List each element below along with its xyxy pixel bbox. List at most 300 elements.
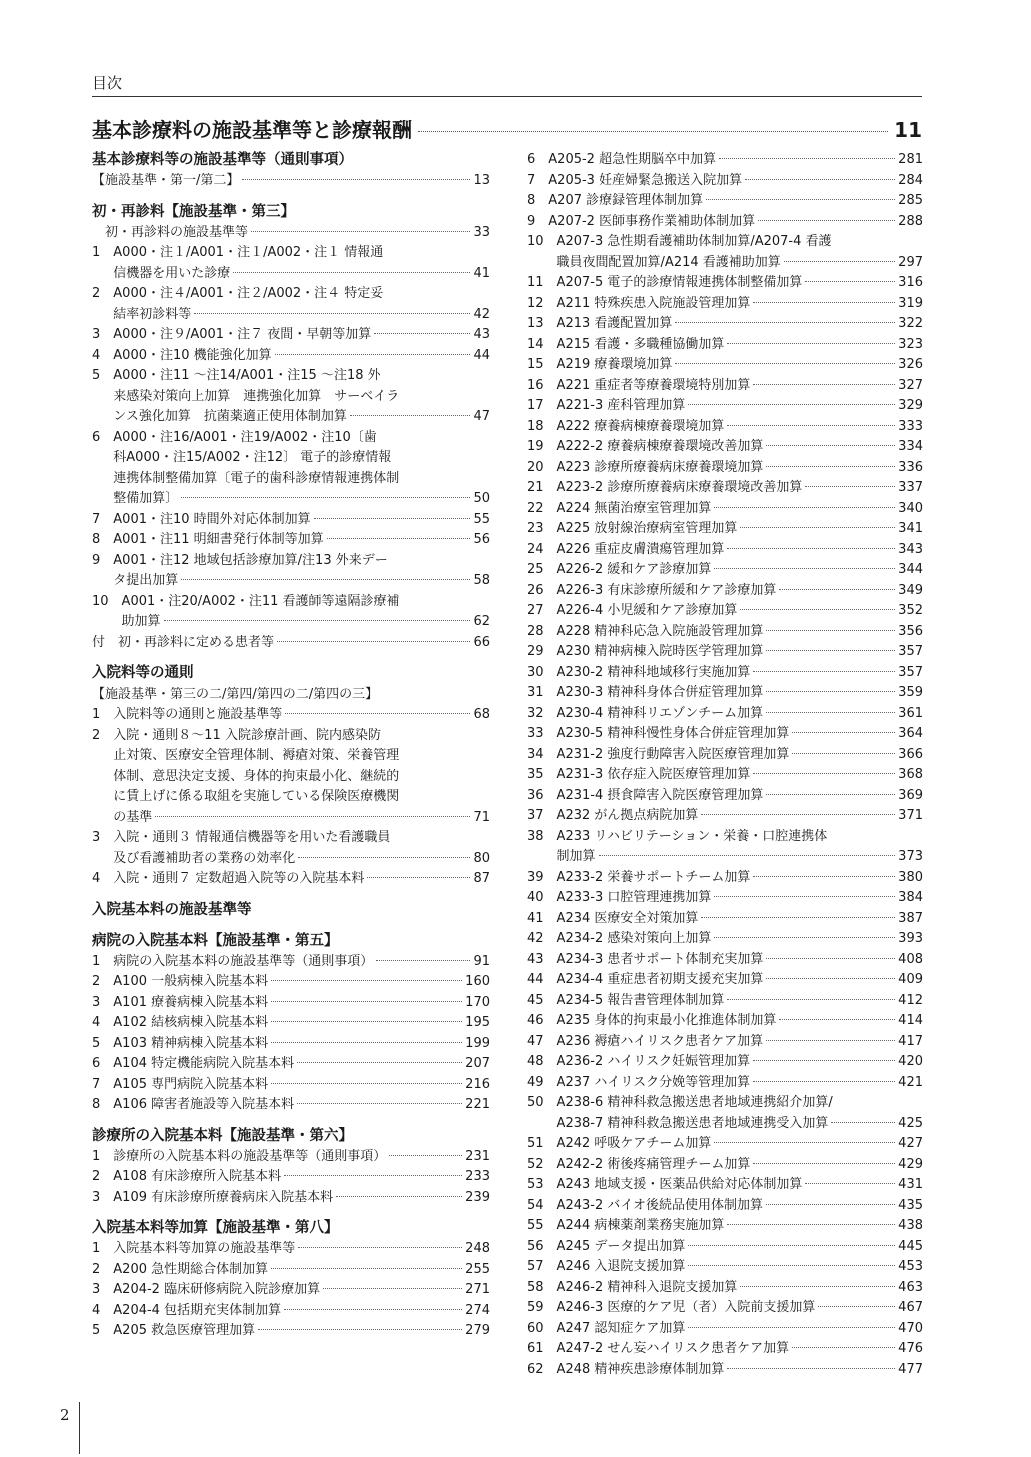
entry-title-line: A246 入退院支援加算 <box>556 1259 686 1274</box>
toc-entry[interactable] <box>527 1298 923 1319</box>
toc-entry[interactable] <box>527 1319 923 1340</box>
leader-dots <box>766 445 895 446</box>
toc-entry[interactable] <box>527 601 923 622</box>
leader-dots <box>792 753 895 754</box>
entry-title-line: A246-2 精神科入退院支援加算 <box>556 1279 738 1295</box>
entry-last-line <box>557 868 923 889</box>
entry-last-line <box>557 581 923 602</box>
entry-number: 5 <box>92 1035 114 1051</box>
entry-last-line <box>557 519 923 540</box>
toc-entry[interactable] <box>92 428 490 510</box>
entry-page-number: 336 <box>898 459 923 475</box>
leader-dots <box>727 999 895 1000</box>
entry-title-line: 入院・通則７ 定数超過入院等の入院基本料 <box>113 871 365 886</box>
toc-entry[interactable] <box>92 243 490 284</box>
entry-last-line <box>557 478 923 499</box>
entry-last-line <box>118 633 490 654</box>
entry-number: 48 <box>527 1054 557 1069</box>
entry-title-line: 助加算 <box>121 614 161 629</box>
entry-title-line: に賃上げに係る取組を実施している保険医療機関 <box>113 789 400 804</box>
toc-entry[interactable] <box>527 314 923 335</box>
entry-body <box>113 952 490 973</box>
entry-number: 8 <box>92 1097 114 1112</box>
entry-title-line: A000・注10 機能強化加算 <box>113 347 272 363</box>
entry-page-number: 44 <box>473 347 490 363</box>
entry-title-line: A106 障害者施設等入院基本料 <box>113 1097 295 1112</box>
entry-number: 57 <box>527 1259 557 1274</box>
entry-title-line: A233 リハビリテーション・栄養・口腔連携体 <box>556 828 828 844</box>
entry-number: 4 <box>92 347 114 363</box>
entry-page-number: 80 <box>473 850 490 866</box>
entry-last-line <box>557 1175 923 1196</box>
leader-dots <box>753 1060 895 1061</box>
entry-body <box>113 869 490 890</box>
entry-last-line <box>557 970 923 991</box>
entry-body <box>113 1239 490 1260</box>
entry-page-number: 340 <box>898 500 923 516</box>
entry-last-line <box>557 991 923 1012</box>
toc-entry[interactable] <box>527 909 923 930</box>
entry-page-number: 199 <box>465 1035 490 1051</box>
entry-page-number: 91 <box>473 953 490 969</box>
toc-entry[interactable] <box>92 510 490 531</box>
entry-body <box>557 1257 923 1278</box>
entry-last-line <box>557 683 923 704</box>
toc-entry[interactable] <box>527 437 923 458</box>
entry-title-line: 【施設基準・第一/第二】 <box>92 173 240 188</box>
entry-last-line <box>113 1188 490 1209</box>
entry-title-line: A230-2 精神科地域移行実施加算 <box>556 664 751 680</box>
entry-number: 6 <box>527 152 549 167</box>
entry-page-number: 425 <box>898 1115 923 1131</box>
header-label: 目次 <box>92 74 123 92</box>
leader-dots <box>164 620 471 621</box>
entry-last-line <box>557 1257 923 1278</box>
entry-title-line: A228 精神科応急入院施設管理加算 <box>556 623 764 639</box>
toc-entry[interactable] <box>92 1054 490 1075</box>
entry-last-line <box>557 376 923 397</box>
entry-title-line: A211 特殊疾患入院施設管理加算 <box>556 295 751 311</box>
entry-number: 27 <box>527 603 557 618</box>
leader-dots <box>766 794 895 795</box>
entry-body <box>557 1196 923 1217</box>
toc-entry[interactable] <box>92 1301 490 1322</box>
toc-entry[interactable] <box>527 622 923 643</box>
entry-page-number: 47 <box>473 409 490 424</box>
entry-last-line <box>557 1011 923 1032</box>
entry-title-line: A223 診療所療養病床療養環境加算 <box>556 459 764 475</box>
toc-entry[interactable] <box>92 952 490 973</box>
entry-number: 47 <box>527 1033 557 1049</box>
entry-body <box>548 212 923 233</box>
toc-entry[interactable] <box>527 888 923 909</box>
entry-page-number: 207 <box>465 1056 490 1071</box>
entry-body <box>557 601 923 622</box>
section-heading: 入院基本料等加算【施設基準・第八】 <box>92 1220 339 1236</box>
entry-number: 3 <box>92 1282 114 1297</box>
entry-last-line <box>557 1339 923 1360</box>
entry-last-line <box>105 223 490 244</box>
toc-entry[interactable] <box>92 551 490 592</box>
entry-last-line <box>557 663 923 684</box>
entry-title-line: A207-2 医師事務作業補助体制加算 <box>548 213 756 229</box>
entry-title-line: 科A000・注15/A002・注12〕 電子的診療情報 <box>113 450 392 465</box>
toc-entry[interactable] <box>92 1321 490 1342</box>
toc-entry[interactable] <box>92 705 490 726</box>
entry-number: 1 <box>92 953 114 969</box>
entry-body <box>557 806 923 827</box>
toc-entry[interactable] <box>527 806 923 827</box>
leader-dots <box>271 1021 462 1022</box>
entry-number: 43 <box>527 951 557 967</box>
entry-body <box>557 970 923 991</box>
entry-page-number: 43 <box>473 327 490 342</box>
toc-entry[interactable] <box>527 1073 923 1094</box>
entry-number: 4 <box>92 1302 114 1318</box>
leader-dots <box>714 937 895 938</box>
toc-entry[interactable] <box>92 1013 490 1034</box>
entry-body <box>113 1075 490 1096</box>
toc-entry[interactable] <box>527 827 923 868</box>
entry-number: 5 <box>92 1323 114 1338</box>
toc-entry[interactable] <box>527 1134 923 1155</box>
entry-last-line <box>557 314 923 335</box>
entry-body <box>113 366 490 428</box>
toc-entry[interactable] <box>92 1260 490 1281</box>
entry-number: 53 <box>527 1177 557 1192</box>
toc-entry[interactable] <box>92 1095 490 1116</box>
entry-body <box>557 909 923 930</box>
toc-entry[interactable] <box>527 273 923 294</box>
toc-entry[interactable] <box>527 1196 923 1217</box>
entry-number: 45 <box>527 992 557 1008</box>
entry-title-line: A235 身体的拘束最小化推進体制加算 <box>556 1013 777 1028</box>
section-heading: 初・再診料【施設基準・第三】 <box>92 203 295 220</box>
toc-entry[interactable] <box>92 828 490 869</box>
toc-entry[interactable] <box>527 1237 923 1258</box>
toc-entry[interactable] <box>527 786 923 807</box>
entry-page-number: 316 <box>898 275 923 290</box>
entry-page-number: 343 <box>898 541 923 557</box>
entry-page-number: 271 <box>465 1282 490 1297</box>
toc-entry[interactable] <box>527 581 923 602</box>
toc-entry[interactable] <box>527 335 923 356</box>
entry-body <box>557 683 923 704</box>
entry-title-line: A200 急性期総合体制加算 <box>113 1261 269 1277</box>
entry-page-number: 421 <box>898 1074 923 1090</box>
toc-entry[interactable] <box>527 1175 923 1196</box>
entry-title-line: A234-3 患者サポート体制充実加算 <box>556 951 764 967</box>
toc-entry[interactable] <box>527 724 923 745</box>
leader-dots <box>766 630 895 631</box>
leader-dots <box>831 1122 895 1123</box>
leader-dots <box>275 354 471 355</box>
entry-page-number: 344 <box>898 562 923 577</box>
toc-entry[interactable] <box>527 970 923 991</box>
entry-number: 11 <box>527 275 557 290</box>
leader-dots <box>688 404 895 405</box>
entry-title-line: A101 療養病棟入院基本料 <box>113 994 269 1010</box>
main-title[interactable] <box>92 114 922 143</box>
toc-entry[interactable] <box>527 478 923 499</box>
entry-body <box>113 1321 490 1342</box>
leader-dots <box>258 1329 462 1330</box>
toc-entry[interactable] <box>92 993 490 1014</box>
section-heading: 基本診療料等の施設基準等（通則事項） <box>92 152 353 168</box>
entry-title-line: A000・注16/A001・注19/A002・注10〔歯 <box>113 429 377 445</box>
entry-number: 10 <box>527 234 557 249</box>
toc-entry[interactable] <box>527 458 923 479</box>
entry-number: 37 <box>527 808 557 823</box>
toc-entry[interactable] <box>92 366 490 428</box>
toc-entry[interactable] <box>92 633 490 654</box>
entry-last-line <box>113 1280 490 1301</box>
entry-body <box>113 972 490 993</box>
toc-entry[interactable] <box>92 1280 490 1301</box>
entry-last-line <box>557 1360 923 1381</box>
entry-page-number: 357 <box>898 644 923 659</box>
leader-dots <box>766 712 895 713</box>
entry-body <box>122 592 490 633</box>
entry-number: 3 <box>92 994 114 1010</box>
entry-number: 61 <box>527 1341 557 1356</box>
entry-page-number: 435 <box>898 1197 923 1213</box>
entry-number: 59 <box>527 1300 557 1315</box>
entry-title-line: A234-5 報告書管理体制加算 <box>556 992 725 1008</box>
toc-entry[interactable] <box>92 1147 490 1168</box>
toc-entry[interactable] <box>92 223 490 244</box>
entry-last-line <box>548 191 923 212</box>
entry-title-line: 病院の入院基本料の施設基準等（通則事項） <box>113 953 374 969</box>
toc-entry[interactable] <box>92 325 490 346</box>
leader-dots <box>181 579 470 580</box>
entry-last-line <box>557 396 923 417</box>
entry-title-line: A001・注12 地域包括診療加算/注13 外来デー <box>113 552 388 568</box>
entry-body <box>557 663 923 684</box>
toc-entry[interactable] <box>527 1278 923 1299</box>
entry-page-number: 412 <box>898 992 923 1008</box>
entry-title-line: 入院料等の通則と施設基準等 <box>113 707 283 722</box>
entry-last-line <box>557 1319 923 1340</box>
toc-entry[interactable] <box>92 1075 490 1096</box>
entry-last-line <box>113 972 490 993</box>
entry-last-line <box>113 808 490 829</box>
entry-title-line: A224 無菌治療室管理加算 <box>556 500 712 516</box>
entry-title-line: A205-3 妊産婦緊急搬送入院加算 <box>548 172 743 188</box>
leader-dots <box>251 231 470 232</box>
entry-last-line <box>113 1321 490 1342</box>
toc-entry[interactable] <box>527 540 923 561</box>
entry-last-line <box>557 499 923 520</box>
entry-number: 9 <box>92 552 114 568</box>
entry-last-line <box>548 212 923 233</box>
leader-dots <box>766 691 895 692</box>
leader-dots <box>779 1019 895 1020</box>
toc-entry[interactable] <box>527 191 923 212</box>
toc-entry[interactable] <box>92 1034 490 1055</box>
entry-body <box>113 428 490 510</box>
entry-body <box>113 1280 490 1301</box>
entry-number: 62 <box>527 1361 557 1377</box>
entry-number: 23 <box>527 521 557 536</box>
toc-entry[interactable] <box>527 1257 923 1278</box>
entry-last-line <box>557 622 923 643</box>
leader-dots <box>285 713 470 714</box>
entry-page-number: 337 <box>898 480 923 495</box>
entry-page-number: 42 <box>473 306 490 322</box>
entry-last-line <box>557 909 923 930</box>
entry-title-line: A001・注20/A002・注11 看護師等遠隔診療補 <box>121 593 400 609</box>
entry-body <box>113 1034 490 1055</box>
entry-title-line: A231-4 摂食障害入院医療管理加算 <box>556 787 764 803</box>
toc-entry[interactable] <box>527 868 923 889</box>
entry-page-number: 255 <box>465 1261 490 1277</box>
entry-body <box>557 704 923 725</box>
entry-page-number: 41 <box>473 265 490 281</box>
toc-entry[interactable] <box>527 1032 923 1053</box>
entry-last-line <box>557 950 923 971</box>
toc-entry[interactable] <box>527 355 923 376</box>
entry-body <box>557 1011 923 1032</box>
toc-entry[interactable] <box>92 1188 490 1209</box>
toc-entry[interactable] <box>527 1052 923 1073</box>
toc-entry[interactable] <box>92 171 490 192</box>
entry-number: 6 <box>92 429 114 445</box>
entry-number: 3 <box>92 327 114 342</box>
leader-dots <box>766 958 895 959</box>
entry-page-number: 467 <box>898 1300 923 1315</box>
entry-title-line: A105 専門病院入院基本料 <box>113 1076 269 1092</box>
toc-entry[interactable] <box>527 212 923 233</box>
toc-entry[interactable] <box>527 150 923 171</box>
toc-entry[interactable] <box>527 232 923 273</box>
entry-page-number: 284 <box>898 172 923 188</box>
entry-last-line <box>548 171 923 192</box>
toc-entry[interactable] <box>92 869 490 890</box>
entry-page-number: 323 <box>898 336 923 352</box>
entry-body <box>557 1360 923 1381</box>
entry-body <box>113 284 490 325</box>
toc-entry[interactable] <box>527 929 923 950</box>
toc-entry[interactable] <box>527 171 923 192</box>
toc-entry[interactable] <box>527 1339 923 1360</box>
entry-last-line <box>113 407 490 428</box>
entry-page-number: 470 <box>898 1320 923 1336</box>
entry-title-line: A204-2 臨床研修病院入院診療加算 <box>113 1282 321 1297</box>
entry-number: 13 <box>527 316 557 331</box>
entry-number: 21 <box>527 480 557 495</box>
toc-entry[interactable] <box>527 642 923 663</box>
toc-entry[interactable] <box>527 1155 923 1176</box>
toc-entry[interactable] <box>92 1167 490 1188</box>
toc-entry[interactable] <box>527 1360 923 1381</box>
leader-dots <box>740 527 895 528</box>
leader-dots <box>688 1245 895 1246</box>
entry-title-line: A234-2 感染対策向上加算 <box>556 931 712 946</box>
entry-page-number: 438 <box>898 1218 923 1233</box>
entry-last-line <box>557 294 923 315</box>
leader-dots <box>818 1306 895 1307</box>
toc-entry[interactable] <box>527 663 923 684</box>
toc-entry[interactable] <box>527 560 923 581</box>
toc-entry[interactable] <box>527 745 923 766</box>
toc-entry[interactable] <box>92 972 490 993</box>
toc-entry[interactable] <box>92 726 490 829</box>
toc-column-left <box>92 150 490 1342</box>
entry-title-line: 制加算 <box>556 849 596 864</box>
entry-page-number: 352 <box>898 603 923 618</box>
entry-page-number: 170 <box>465 994 490 1010</box>
toc-column-right <box>527 150 923 1380</box>
entry-page-number: 366 <box>898 746 923 762</box>
entry-title-line: 止対策、医療安全管理体制、褥瘡対策、栄養管理 <box>113 748 400 763</box>
entry-page-number: 334 <box>898 439 923 454</box>
toc-entry[interactable] <box>527 991 923 1012</box>
entry-body <box>557 417 923 438</box>
toc-entry[interactable] <box>527 294 923 315</box>
entry-number: 2 <box>92 286 114 301</box>
toc-entry[interactable] <box>527 704 923 725</box>
toc-entry[interactable] <box>527 1011 923 1032</box>
entry-title-line: A226 重症皮膚潰瘍管理加算 <box>556 541 725 557</box>
toc-entry[interactable] <box>527 396 923 417</box>
entry-title-line: A233-3 口腔管理連携加算 <box>556 890 712 905</box>
entry-body <box>113 1188 490 1209</box>
entry-last-line <box>557 437 923 458</box>
entry-number: 8 <box>527 193 549 208</box>
entry-body <box>557 622 923 643</box>
entry-page-number: 380 <box>898 869 923 885</box>
entry-title-line: A238-7 精神科救急搬送患者地域連携受入加算 <box>556 1115 829 1131</box>
toc-entry[interactable] <box>527 683 923 704</box>
entry-body <box>557 232 923 273</box>
toc-entry[interactable] <box>527 499 923 520</box>
entry-title-line: A247 認知症ケア加算 <box>556 1320 686 1336</box>
leader-dots <box>675 363 895 364</box>
toc-entry[interactable] <box>92 530 490 551</box>
entry-number: 51 <box>527 1136 557 1151</box>
toc-entry[interactable] <box>92 592 490 633</box>
toc-entry[interactable] <box>527 519 923 540</box>
entry-body <box>557 1278 923 1299</box>
toc-entry[interactable] <box>527 376 923 397</box>
toc-entry[interactable] <box>92 1239 490 1260</box>
toc-entry[interactable] <box>527 765 923 786</box>
toc-entry[interactable] <box>527 950 923 971</box>
entry-last-line <box>113 510 490 531</box>
entry-body <box>557 765 923 786</box>
toc-entry[interactable] <box>527 1216 923 1237</box>
entry-last-line <box>557 355 923 376</box>
entry-page-number: 322 <box>898 316 923 331</box>
leader-dots <box>327 538 471 539</box>
entry-body <box>113 243 490 284</box>
entry-body <box>113 530 490 551</box>
entry-last-line <box>557 417 923 438</box>
section-heading: 診療所の入院基本料【施設基準・第六】 <box>92 1127 353 1144</box>
entry-body <box>557 1319 923 1340</box>
toc-entry[interactable] <box>92 346 490 367</box>
leader-dots <box>758 220 895 221</box>
leader-dots <box>350 415 471 416</box>
toc-entry[interactable] <box>527 417 923 438</box>
entry-last-line <box>557 1278 923 1299</box>
entry-body <box>557 1073 923 1094</box>
leader-dots <box>367 877 470 878</box>
toc-entry[interactable] <box>527 1093 923 1134</box>
toc-entry[interactable] <box>92 284 490 325</box>
entry-title-line: A221-3 産科管理加算 <box>556 398 686 413</box>
